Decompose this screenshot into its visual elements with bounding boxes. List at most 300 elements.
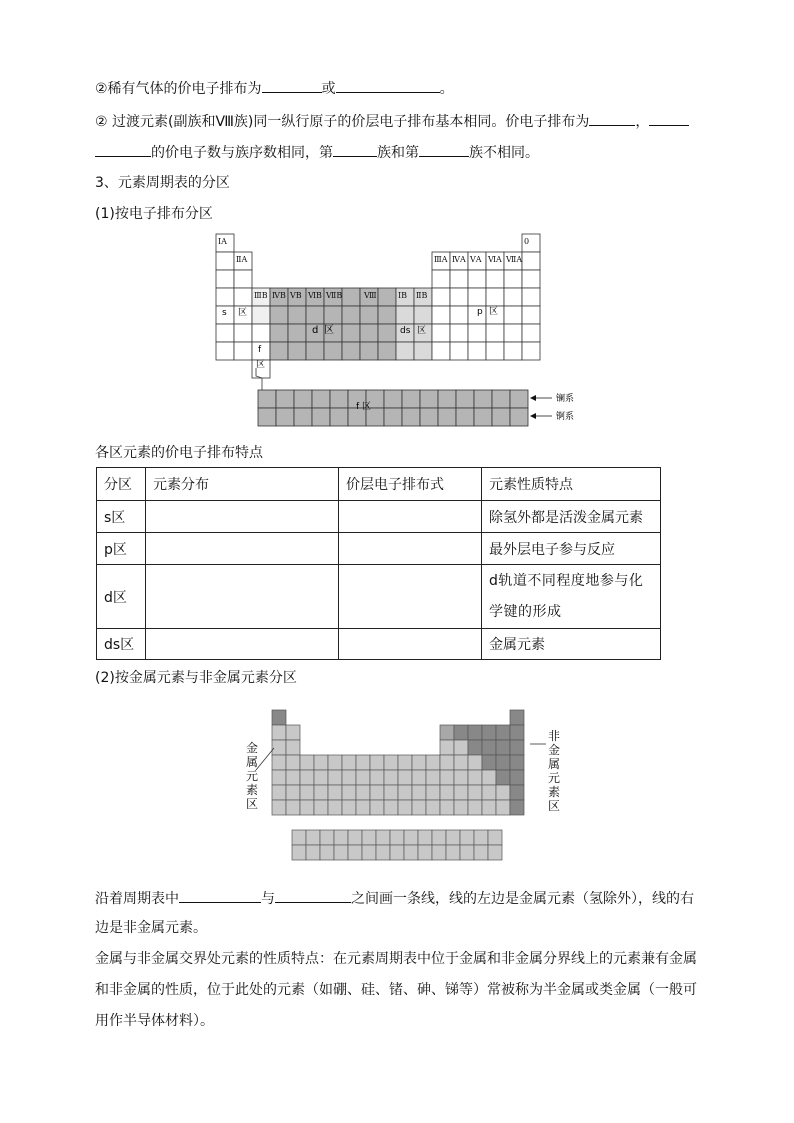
element-cell (450, 288, 468, 306)
element-cell (510, 785, 524, 800)
periodic-table-blocks-figure (200, 228, 600, 428)
d-qu-label: 区 (324, 325, 334, 336)
element-cell (370, 770, 384, 785)
table-cell (339, 501, 482, 533)
line-boundary-cont: 边是非金属元素。 (95, 920, 207, 936)
f-block-cell (362, 845, 376, 860)
f-block-cell (402, 408, 420, 426)
element-cell (216, 324, 234, 342)
element-cell (398, 800, 412, 815)
group-label: ⅡA (236, 255, 248, 264)
element-cell (468, 725, 482, 740)
element-cell (440, 740, 454, 755)
paragraph-line: 金属与非金属交界处元素的性质特点：在元素周期表中位于金属和非金属分界线上的元素兼有金属 (95, 951, 697, 967)
element-cell (504, 270, 522, 288)
f-block-cell (312, 408, 330, 426)
element-cell (522, 342, 540, 360)
element-cell (342, 342, 360, 360)
element-cell (432, 270, 450, 288)
nonmetal-label-char: 区 (548, 799, 561, 813)
element-cell (286, 770, 300, 785)
element-cell (522, 270, 540, 288)
element-cell (270, 342, 288, 360)
f-block-cell (258, 408, 276, 426)
element-cell (272, 725, 286, 740)
table-header: 价层电子排布式 (339, 468, 482, 501)
element-cell (440, 770, 454, 785)
f-block-cell (474, 408, 492, 426)
element-cell (510, 770, 524, 785)
element-cell (216, 342, 234, 360)
element-cell (324, 342, 342, 360)
element-cell (454, 785, 468, 800)
group-label: ⅢB (254, 291, 268, 300)
element-cell (234, 270, 252, 288)
f-block-cell (420, 408, 438, 426)
element-cell (384, 800, 398, 815)
p-qu-label: 区 (489, 307, 499, 317)
table-cell (339, 629, 482, 660)
table-cell: 除氢外都是活泼金属元素 (482, 501, 661, 533)
actinide-arrow-head (530, 413, 536, 419)
element-cell (286, 740, 300, 755)
element-cell (522, 252, 540, 270)
line-transition: ② 过渡元素(副族和Ⅷ族)同一纵行原子的价层电子排布基本相同。价电子排布为 ， (95, 111, 689, 132)
element-cell (510, 740, 524, 755)
element-cell (342, 800, 356, 815)
f-block-cell (456, 390, 474, 408)
metal-label-char: 属 (246, 755, 259, 769)
element-cell (286, 725, 300, 740)
group-label: 0 (524, 237, 530, 246)
f-block-cell (418, 845, 432, 860)
element-cell (412, 785, 426, 800)
table-row (97, 533, 661, 565)
f-block-cell (348, 845, 362, 860)
element-cell (482, 725, 496, 740)
block-characteristics-table (96, 467, 661, 660)
nonmetal-label-char: 金 (548, 743, 561, 757)
f-block-cell (432, 830, 446, 845)
f-qu-label: 区 (256, 360, 266, 370)
element-cell (378, 342, 396, 360)
element-cell (482, 740, 496, 755)
blank[interactable] (275, 888, 351, 903)
table-header: 分区 (97, 468, 146, 501)
f-block-cell (306, 830, 320, 845)
element-cell (486, 288, 504, 306)
f-block-cell (510, 390, 528, 408)
table-cell: d轨道不同程度地参与化学键的形成 (482, 565, 661, 629)
f-block-cell (334, 845, 348, 860)
element-cell (432, 324, 450, 342)
element-cell (360, 324, 378, 342)
f-block-cell (474, 390, 492, 408)
f-block-cell (456, 408, 474, 426)
element-cell (324, 306, 342, 324)
element-cell (468, 770, 482, 785)
element-cell (306, 342, 324, 360)
table-cell: 金属元素 (482, 629, 661, 660)
element-cell (450, 270, 468, 288)
subsection-heading: (2)按金属元素与非金属元素分区 (95, 670, 297, 686)
element-cell (398, 785, 412, 800)
group-label: Ⅷ (364, 291, 377, 300)
element-cell (482, 770, 496, 785)
element-cell (468, 785, 482, 800)
f-block-cell (376, 830, 390, 845)
element-cell (384, 785, 398, 800)
element-cell (440, 785, 454, 800)
group-label: ⅠA (218, 237, 227, 246)
f-block-cell (492, 390, 510, 408)
table-row (97, 501, 661, 533)
element-cell (426, 770, 440, 785)
f-block-cell (258, 390, 276, 408)
element-cell (370, 785, 384, 800)
table-header-row (97, 468, 661, 501)
element-cell (384, 755, 398, 770)
metal-pointer (256, 748, 274, 770)
element-cell (454, 725, 468, 740)
element-cell (270, 306, 288, 324)
metal-label-char: 元 (246, 769, 259, 783)
f-block-cell (418, 830, 432, 845)
table-cell: ds区 (97, 629, 146, 660)
element-cell (468, 740, 482, 755)
group-label: ⅦB (326, 291, 343, 300)
element-cell (328, 800, 342, 815)
group-label: ⅥB (308, 291, 322, 300)
element-cell (288, 342, 306, 360)
element-cell (468, 755, 482, 770)
group-label: ⅤB (290, 291, 302, 300)
nonmetal-label-char: 素 (548, 785, 561, 799)
group-label: ⅣA (452, 255, 466, 264)
element-cell (426, 785, 440, 800)
element-cell (412, 800, 426, 815)
group-label: ⅦA (506, 255, 523, 264)
f-block-cell (330, 408, 348, 426)
element-cell (370, 755, 384, 770)
subsection-heading: (1)按电子排布分区 (95, 206, 213, 222)
metal-label-char: 金 (246, 741, 259, 755)
f-block-cell (294, 390, 312, 408)
d-label: d (312, 325, 319, 336)
f-block-cell (306, 845, 320, 860)
element-cell (252, 324, 270, 342)
element-cell (342, 288, 360, 306)
table-cell (146, 565, 339, 629)
element-cell (378, 306, 396, 324)
element-cell (234, 324, 252, 342)
f-block-cell (488, 830, 502, 845)
element-cell (468, 270, 486, 288)
element-cell (496, 725, 510, 740)
group-label: ⅣB (272, 291, 286, 300)
element-cell (314, 770, 328, 785)
element-cell (314, 755, 328, 770)
line-noble-gas: ②稀有气体的价电子排布为 或 。 (95, 78, 454, 99)
metal-nonmetal-figure (240, 700, 580, 870)
element-cell (286, 785, 300, 800)
element-cell (286, 755, 300, 770)
element-cell (486, 324, 504, 342)
nonmetal-label (548, 728, 560, 813)
element-cell (356, 800, 370, 815)
element-cell (468, 324, 486, 342)
element-cell (486, 270, 504, 288)
f-block-cell (362, 830, 376, 845)
element-cell (482, 785, 496, 800)
group-label: ⅠB (398, 291, 408, 300)
table-cell (146, 629, 339, 660)
f-block-cell (390, 830, 404, 845)
element-cell (432, 288, 450, 306)
blank[interactable] (179, 888, 261, 903)
blank[interactable] (95, 142, 151, 157)
element-cell (510, 710, 524, 725)
element-cell (432, 342, 450, 360)
element-cell (360, 306, 378, 324)
element-cell (440, 800, 454, 815)
table-cell (339, 533, 482, 565)
table-row (97, 565, 661, 629)
f-block-cell (488, 845, 502, 860)
element-cell (360, 342, 378, 360)
element-cell (432, 306, 450, 324)
element-cell (482, 755, 496, 770)
element-cell (396, 342, 414, 360)
table-cell (146, 533, 339, 565)
table-cell: p区 (97, 533, 146, 565)
element-cell (426, 755, 440, 770)
ds-label: ds (400, 326, 411, 336)
lanthanide-label: 镧系 (556, 394, 575, 404)
element-cell (414, 342, 432, 360)
element-cell (216, 270, 234, 288)
element-cell (234, 288, 252, 306)
table-caption: 各区元素的价电子排布特点 (95, 445, 263, 461)
element-cell (342, 306, 360, 324)
f-block-cell (460, 845, 474, 860)
element-cell (496, 755, 510, 770)
element-cell (450, 342, 468, 360)
element-cell (496, 740, 510, 755)
element-cell (288, 306, 306, 324)
element-cell (288, 324, 306, 342)
f-block-cell (510, 408, 528, 426)
element-cell (522, 324, 540, 342)
element-cell (440, 755, 454, 770)
element-cell (450, 306, 468, 324)
element-cell (328, 755, 342, 770)
element-cell (426, 800, 440, 815)
f-block-cell (432, 845, 446, 860)
element-cell (454, 800, 468, 815)
element-cell (412, 770, 426, 785)
element-cell (300, 770, 314, 785)
element-cell (412, 755, 426, 770)
element-cell (384, 770, 398, 785)
element-cell (510, 800, 524, 815)
f-block-cell (334, 830, 348, 845)
element-cell (300, 800, 314, 815)
element-cell (496, 770, 510, 785)
blank[interactable] (333, 142, 377, 157)
element-cell (314, 800, 328, 815)
f-block-cell (404, 830, 418, 845)
s-label: s (222, 308, 227, 318)
element-cell (454, 770, 468, 785)
actinide-label: 锕系 (556, 412, 575, 422)
table-cell (339, 565, 482, 629)
element-cell (504, 288, 522, 306)
f-block-cell (404, 845, 418, 860)
f-block-cell (460, 830, 474, 845)
f-block-cell (474, 830, 488, 845)
element-cell (270, 324, 288, 342)
element-cell (504, 324, 522, 342)
element-cell (272, 785, 286, 800)
element-cell (510, 725, 524, 740)
element-cell (454, 740, 468, 755)
element-cell (504, 342, 522, 360)
element-cell (398, 770, 412, 785)
element-cell (414, 306, 432, 324)
f-block-cell (446, 830, 460, 845)
f-block-cell (438, 408, 456, 426)
nonmetal-label-char: 非 (548, 729, 561, 743)
element-cell (496, 800, 510, 815)
section-heading: 3、元素周期表的分区 (95, 175, 230, 191)
table-row (97, 629, 661, 660)
element-cell (342, 755, 356, 770)
element-cell (356, 755, 370, 770)
element-cell (398, 755, 412, 770)
f-block-label: f 区 (356, 402, 372, 412)
f-block-cell (294, 408, 312, 426)
metal-label-char: 区 (246, 797, 259, 811)
metal-label-char: 素 (246, 783, 259, 797)
element-cell (286, 800, 300, 815)
element-cell (454, 755, 468, 770)
s-qu-label: 区 (238, 308, 248, 318)
table-cell (146, 501, 339, 533)
f-block-cell (320, 830, 334, 845)
group-label: ⅤA (470, 255, 482, 264)
f-block-cell (276, 408, 294, 426)
nonmetal-label-char: 元 (548, 771, 561, 785)
element-cell (342, 785, 356, 800)
f-block-cell (376, 845, 390, 860)
element-cell (504, 306, 522, 324)
blank[interactable] (419, 142, 469, 157)
f-block-cell (420, 390, 438, 408)
element-cell (496, 785, 510, 800)
f-block-cell (492, 408, 510, 426)
f-block-cell (474, 845, 488, 860)
element-cell (482, 800, 496, 815)
p-label: p (477, 307, 483, 317)
element-cell (522, 306, 540, 324)
element-cell (486, 342, 504, 360)
element-cell (468, 288, 486, 306)
element-cell (378, 288, 396, 306)
table-cell: d区 (97, 565, 146, 629)
table-header: 元素性质特点 (482, 468, 661, 501)
f-block-cell (390, 845, 404, 860)
blank[interactable] (589, 111, 635, 126)
nonmetal-label-char: 属 (548, 757, 561, 771)
element-cell (440, 725, 454, 740)
element-cell (356, 785, 370, 800)
element-cell (328, 785, 342, 800)
table-header: 元素分布 (146, 468, 339, 501)
element-cell (252, 306, 270, 324)
line-group-valence: 的价电子数与族序数相同，第 族和第 族不相同。 (95, 142, 539, 163)
f-block-cell (276, 390, 294, 408)
element-cell (510, 755, 524, 770)
element-cell (522, 288, 540, 306)
element-cell (396, 306, 414, 324)
f-block-cell (292, 845, 306, 860)
f-label: f (258, 345, 262, 355)
element-cell (216, 288, 234, 306)
table-cell: 最外层电子参与反应 (482, 533, 661, 565)
element-cell (450, 324, 468, 342)
line-boundary: 沿着周期表中 与 之间画一条线，线的左边是金属元素（氢除外），线的右 (95, 888, 694, 909)
element-cell (272, 770, 286, 785)
element-cell (342, 770, 356, 785)
f-block-cell (330, 390, 348, 408)
element-cell (234, 342, 252, 360)
blank[interactable] (336, 78, 440, 93)
element-cell (468, 800, 482, 815)
element-cell (300, 785, 314, 800)
f-block-cell (384, 408, 402, 426)
group-label: ⅥA (488, 255, 502, 264)
element-cell (272, 740, 286, 755)
f-block-cell (320, 845, 334, 860)
element-cell (272, 710, 286, 725)
element-cell (272, 800, 286, 815)
f-block-cell (292, 830, 306, 845)
element-cell (306, 306, 324, 324)
element-cell (356, 770, 370, 785)
lanthanide-arrow-head (530, 395, 536, 401)
element-cell (328, 770, 342, 785)
element-cell (272, 755, 286, 770)
f-block-cell (438, 390, 456, 408)
ds-qu-label: 区 (417, 326, 427, 336)
paragraph-line: 用作半导体材料）。 (95, 1013, 214, 1029)
paragraph-line: 和非金属的性质，位于此处的元素（如硼、硅、锗、砷、锑等）常被称为半金属或类金属（一般可 (95, 982, 697, 998)
f-block-cell (348, 830, 362, 845)
group-label: ⅢA (434, 255, 448, 264)
blank[interactable] (649, 111, 689, 126)
blank[interactable] (262, 78, 322, 93)
f-block-cell (446, 845, 460, 860)
element-cell (378, 324, 396, 342)
group-label: ⅡB (416, 291, 428, 300)
f-block-cell (384, 390, 402, 408)
element-cell (370, 800, 384, 815)
element-cell (216, 252, 234, 270)
metal-label (246, 740, 258, 811)
element-cell (468, 342, 486, 360)
f-block-cell (402, 390, 420, 408)
